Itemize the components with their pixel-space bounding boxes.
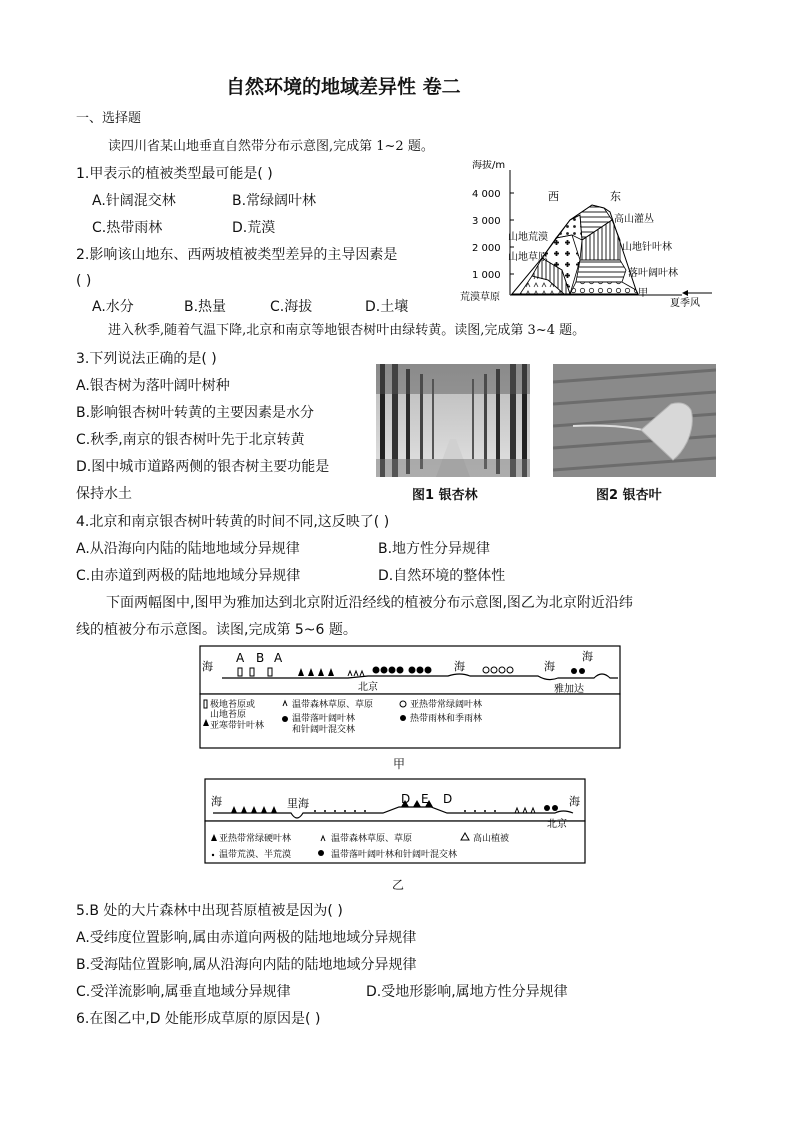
label-mountain-desert: 山地荒漠 bbox=[508, 232, 548, 243]
question-5-stem: 5.B 处的大片森林中出现苔原植被是因为( ) bbox=[76, 903, 343, 919]
question-4-option-a[interactable]: A.从沿海向内陆的陆地地域分异规律 bbox=[76, 541, 300, 557]
figure-yi bbox=[203, 777, 589, 867]
question-5-option-a[interactable]: A.受纬度位置影响,属由赤道向两极的陆地地域分异规律 bbox=[76, 930, 417, 946]
question-3-option-d[interactable]: D.图中城市道路两侧的银杏树主要功能是 bbox=[76, 459, 330, 475]
question-2-option-a[interactable]: A.水分 bbox=[92, 299, 134, 315]
question-4-stem: 4.北京和南京银杏树叶转黄的时间不同,这反映了( ) bbox=[76, 514, 390, 530]
yi-sea-left: 海 bbox=[211, 795, 222, 808]
question-4-option-d[interactable]: D.自然环境的整体性 bbox=[378, 568, 506, 584]
figure-2-caption: 图2 银杏叶 bbox=[596, 488, 662, 503]
question-3-stem: 3.下列说法正确的是( ) bbox=[76, 351, 217, 367]
tick-4000: 4 000 bbox=[472, 189, 501, 200]
figure-jia-caption: 甲 bbox=[393, 757, 406, 771]
question-1-option-a[interactable]: A.针阔混交林 bbox=[92, 193, 176, 209]
jia-sea-mid: 海 bbox=[454, 660, 465, 673]
jia-point-a-2: A bbox=[274, 651, 283, 665]
ginkgo-leaf-photo bbox=[553, 364, 716, 477]
legend-mixed-1: 温带落叶阔叶林 bbox=[292, 714, 356, 724]
question-4-option-c[interactable]: C.由赤道到两极的陆地地域分异规律 bbox=[76, 568, 301, 584]
legend-tropical-icon bbox=[400, 715, 406, 721]
question-2-paren: ( ) bbox=[76, 273, 92, 289]
yi-legend-steppe: 温带森林草原、草原 bbox=[331, 834, 413, 844]
yi-caspian-sea: 里海 bbox=[287, 797, 309, 810]
yi-legend-mixed: 温带落叶阔叶林和针阔叶混交林 bbox=[331, 850, 458, 860]
yi-point-e: E bbox=[421, 792, 429, 806]
legend-taiga: 亚寒带针叶林 bbox=[210, 721, 265, 731]
question-2-option-c[interactable]: C.海拔 bbox=[270, 299, 313, 315]
yi-legend-desert: 温带荒漠、半荒漠 bbox=[219, 850, 292, 860]
yi-point-d-1: D bbox=[401, 792, 411, 806]
jia-sea-left: 海 bbox=[202, 660, 213, 673]
label-deciduous: 落叶阔叶林 bbox=[628, 268, 678, 279]
mountain-zone-figure bbox=[452, 160, 722, 308]
east-label: 东 bbox=[610, 190, 621, 203]
figure-yi-caption: 乙 bbox=[392, 878, 405, 892]
yi-legend-sclerophyll: 亚热带常绿硬叶林 bbox=[219, 834, 292, 844]
yi-legend-mixed-icon bbox=[318, 850, 324, 856]
question-6-stem: 6.在图乙中,D 处能形成草原的原因是( ) bbox=[76, 1011, 321, 1027]
label-mountain-steppe: 山地草原 bbox=[508, 252, 548, 263]
question-1-option-c[interactable]: C.热带雨林 bbox=[92, 220, 163, 236]
y-axis-label: 海拔/m bbox=[472, 160, 506, 171]
question-2-option-d[interactable]: D.土壤 bbox=[365, 299, 409, 315]
jia-sea-right: 海 bbox=[544, 660, 555, 673]
question-4-option-b[interactable]: B.地方性分异规律 bbox=[378, 541, 491, 557]
west-label: 西 bbox=[548, 190, 559, 203]
label-summer-monsoon: 夏季风 bbox=[670, 298, 700, 308]
intro-text-2: 进入秋季,随着气温下降,北京和南京等地银杏树叶由绿转黄。读图,完成第 3~4 题。 bbox=[108, 323, 586, 338]
tick-3000: 3 000 bbox=[472, 216, 501, 227]
question-3-option-b[interactable]: B.影响银杏树叶转黄的主要因素是水分 bbox=[76, 405, 315, 421]
figure-1-caption: 图1 银杏林 bbox=[412, 488, 478, 503]
question-5-option-d[interactable]: D.受地形影响,属地方性分异规律 bbox=[366, 984, 568, 1000]
legend-mixed-2: 和针阔叶混交林 bbox=[292, 725, 356, 735]
label-alpine-shrub: 高山灌丛 bbox=[614, 214, 654, 225]
legend-mixed-icon bbox=[282, 716, 288, 722]
jia-point-a-1: A bbox=[236, 651, 245, 665]
question-1-option-b[interactable]: B.常绿阔叶林 bbox=[232, 193, 317, 209]
intro-text-3-line-1: 下面两幅图中,图甲为雅加达到北京附近沿经线的植被分布示意图,图乙为北京附近沿纬 bbox=[106, 595, 633, 611]
question-3-option-d-cont: 保持水土 bbox=[76, 486, 132, 502]
legend-tundra-2: 山地苔原 bbox=[210, 710, 247, 720]
yi-beijing: 北京 bbox=[547, 819, 567, 830]
question-3-option-c[interactable]: C.秋季,南京的银杏树叶先于北京转黄 bbox=[76, 432, 305, 448]
jia-jakarta: 雅加达 bbox=[554, 684, 584, 695]
label-mountain-conifer: 山地针叶林 bbox=[622, 242, 672, 253]
legend-tundra-1: 极地苔原或 bbox=[210, 700, 256, 710]
tick-2000: 2 000 bbox=[472, 243, 501, 254]
legend-steppe: 温带森林草原、草原 bbox=[292, 700, 374, 710]
intro-text-3-line-2: 线的植被分布示意图。读图,完成第 5~6 题。 bbox=[76, 622, 357, 638]
question-2-option-b[interactable]: B.热量 bbox=[184, 299, 227, 315]
question-5-option-c[interactable]: C.受洋流影响,属垂直地域分异规律 bbox=[76, 984, 291, 1000]
yi-legend-alpine: 高山植被 bbox=[473, 834, 510, 844]
desert-icon bbox=[212, 854, 214, 856]
intro-text-1: 读四川省某山地垂直自然带分布示意图,完成第 1~2 题。 bbox=[108, 139, 434, 154]
legend-evergreen: 亚热带常绿阔叶林 bbox=[410, 700, 483, 710]
figure-jia bbox=[198, 644, 624, 752]
yi-sea-right: 海 bbox=[569, 795, 580, 808]
jia-beijing: 北京 bbox=[358, 682, 378, 693]
section-heading: 一、选择题 bbox=[76, 111, 142, 126]
ginkgo-forest-photo bbox=[376, 364, 530, 477]
legend-tropical: 热带雨林和季雨林 bbox=[410, 714, 483, 724]
page-title: 自然环境的地域差异性 卷二 bbox=[226, 76, 461, 98]
jia-point-b: B bbox=[256, 651, 265, 665]
question-5-option-b[interactable]: B.受海陆位置影响,属从沿海向内陆的陆地地域分异规律 bbox=[76, 957, 417, 973]
question-1-option-d[interactable]: D.荒漠 bbox=[232, 220, 276, 236]
question-3-option-a[interactable]: A.银杏树为落叶阔叶树种 bbox=[76, 378, 230, 394]
label-jia: 甲 bbox=[638, 288, 648, 299]
tick-1000: 1 000 bbox=[472, 270, 501, 281]
jia-sea-far: 海 bbox=[582, 650, 593, 663]
question-1-stem: 1.甲表示的植被类型最可能是( ) bbox=[76, 166, 273, 182]
yi-point-d-2: D bbox=[443, 792, 453, 806]
label-desert-steppe: 荒漠草原 bbox=[460, 292, 500, 303]
question-2-stem: 2.影响该山地东、西两坡植被类型差异的主导因素是 bbox=[76, 247, 398, 263]
